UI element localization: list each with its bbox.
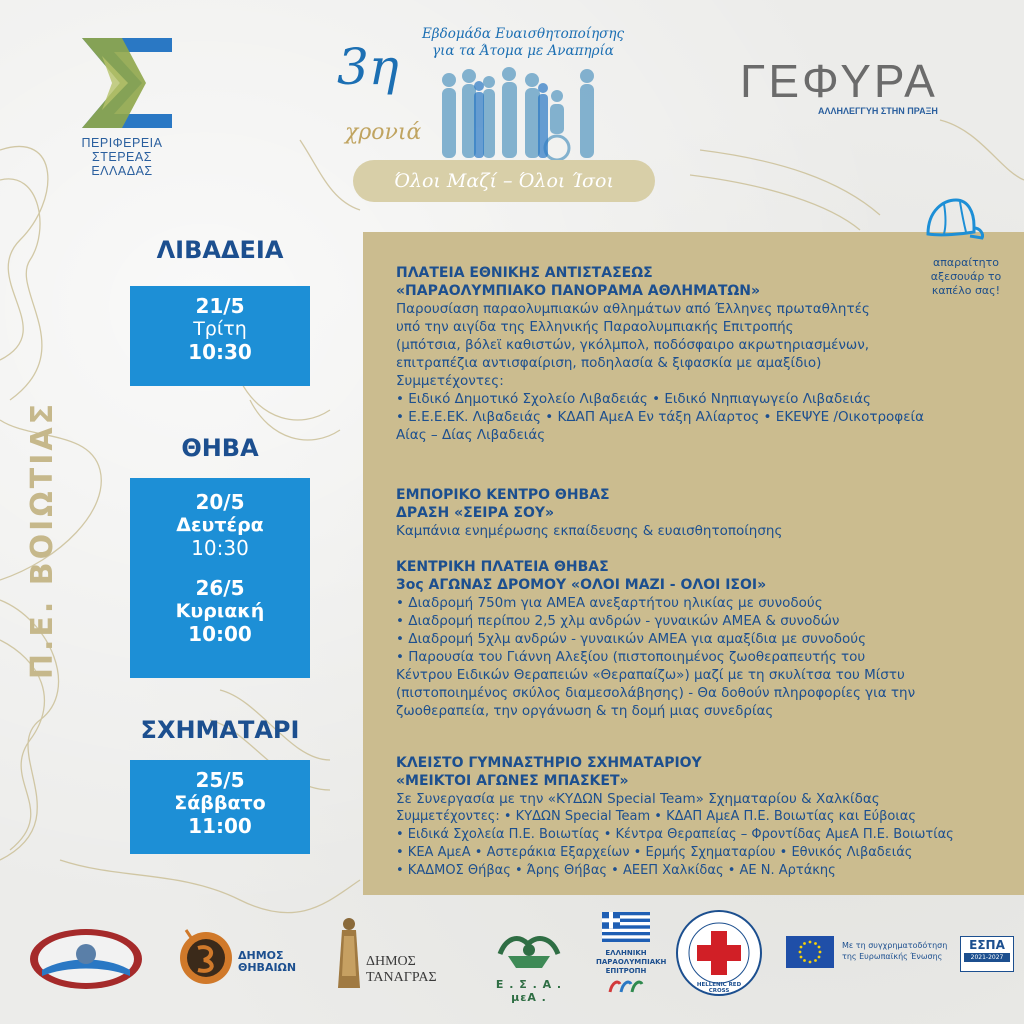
tanagra-municipality-text xyxy=(366,954,437,986)
livadeia-municipality-logo xyxy=(26,926,146,992)
week-title xyxy=(403,26,643,60)
people-silhouettes-icon xyxy=(437,66,607,166)
event-line: ζωοθεραπεία, την οργάνωση & τη δομή μιας συνεδρίας xyxy=(396,703,774,719)
week-motto: Όλοι Μαζί – Όλοι Ίσοι xyxy=(353,160,655,202)
date-value: 25/5 xyxy=(195,768,245,792)
date-value: 26/5 xyxy=(195,576,245,600)
event-line: Καμπάνια ενημέρωσης εκπαίδευσης & ευαισθητοποίησης xyxy=(396,523,783,539)
eu-flag-icon xyxy=(786,936,834,968)
eu-line: της Ευρωπαϊκής Ένωσης xyxy=(842,952,943,961)
event-line: (μπότσια, βόλεϊ καθιστών, γκόλμπολ, ποδόσφαιρο ακρωτηριασμένων, xyxy=(396,337,870,353)
event-line: Συμμετέχοντες: xyxy=(396,373,504,389)
date-day: Δευτέρα xyxy=(176,514,264,536)
region-logo-text xyxy=(72,136,172,178)
event-line: επιτραπέζια αντισφαίριση, ποδηλασία & ξιφασκία με αμαξίδιο) xyxy=(396,355,822,371)
region-logo-line: ΠΕΡΙΦΕΡΕΙΑ xyxy=(81,136,163,150)
event-line: • ΚΕΑ ΑμεΑ • Αστεράκια Εξαρχείων • Ερμής Σχηματαρίου • Εθνικός Λιβαδειάς xyxy=(396,845,913,860)
region-label: Π.Ε. ΒΟΙΩΤΙΑΣ xyxy=(25,400,60,680)
date-day: Κυριακή xyxy=(175,600,265,622)
week-title-line: Εβδομάδα Ευαισθητοποίησης xyxy=(421,26,625,42)
city-schimatari: ΣΧΗΜΑΤΑΡΙ xyxy=(140,716,300,744)
tanagra-statue-icon xyxy=(334,916,364,990)
date-value: 20/5 xyxy=(195,490,245,514)
gefyra-wordmark: ΓΕΦΥΡΑ xyxy=(740,55,938,107)
event-title: «ΠΑΡΑΟΛΥΜΠΙΑΚΟ ΠΑΝΟΡΑΜΑ ΑΘΛΗΜΑΤΩΝ» xyxy=(396,283,761,299)
event-title: 3ος ΑΓΩΝΑΣ ΔΡΟΜΟΥ «ΟΛΟΙ ΜΑΖΙ - ΟΛΟΙ ΙΣΟΙ» xyxy=(396,577,767,593)
city-livadeia: ΛΙΒΑΔΕΙΑ xyxy=(156,236,284,264)
region-logo-line: ΣΤΕΡΕΑΣ xyxy=(92,150,152,164)
tanagra-line: ΤΑΝΑΓΡΑΣ xyxy=(366,970,437,985)
week-year: 3η xyxy=(337,38,399,96)
espa-years: 2021-2027 xyxy=(964,953,1010,962)
city-thiva: ΘΗΒΑ xyxy=(181,434,259,462)
eu-espa-logo xyxy=(786,936,1014,976)
event-line: • Ειδικά Σχολεία Π.Ε. Βοιωτίας • Κέντρα Θεραπείας – Φροντίδας ΑμεΑ Π.Ε. Βοιωτίας xyxy=(396,827,954,842)
region-logo-line: ΕΛΛΑΔΑΣ xyxy=(91,164,153,178)
event-thiva-mall xyxy=(396,486,782,540)
date-time: 10:30 xyxy=(188,340,252,364)
gefyra-tagline: ΑΛΛΗΛΕΓΓΥΗ ΣΤΗΝ ΠΡΑΞΗ xyxy=(818,106,938,116)
agitos-icon xyxy=(606,976,646,998)
week-year-word: χρονιά xyxy=(345,120,422,145)
date-box-thiva xyxy=(130,478,310,678)
date-day: Σάββατο xyxy=(174,792,266,814)
eu-cofunding-text xyxy=(842,940,952,962)
sigma-icon xyxy=(82,38,172,128)
espa-text: ΕΣΠΑ xyxy=(969,938,1005,952)
event-thiva-race xyxy=(396,558,915,720)
paralympic-text: ΕΛΛΗΝΙΚΗ ΠΑΡΑΟΛΥΜΠΙΑΚΗ ΕΠΙΤΡΟΠΗ xyxy=(596,949,667,975)
event-line: Κέντρου Ειδικών Θεραπειών «Θεραπαίζω») μαζί με τη σκυλίτσα του Μίστυ xyxy=(396,667,905,683)
esamea-text: Ε . Σ . Α . μεΑ . xyxy=(495,978,563,1004)
event-schimatari xyxy=(396,754,954,880)
event-line: • ΚΑΔΜΟΣ Θήβας • Άρης Θήβας • ΑΕΕΠ Χαλκίδας • ΑΕ Ν. Αρτάκης xyxy=(396,863,836,878)
date-box-livadeia xyxy=(130,286,310,386)
tanagra-line: ΔΗΜΟΣ xyxy=(366,954,416,969)
tanagra-municipality-logo xyxy=(334,916,464,994)
date-day: Τρίτη xyxy=(193,318,247,340)
espa-badge xyxy=(960,936,1014,972)
event-place: ΚΛΕΙΣΤΟ ΓΥΜΝΑΣΤΗΡΙΟ ΣΧΗΜΑΤΑΡΙΟΥ xyxy=(396,755,702,771)
red-cross-text: HELLENIC RED CROSS xyxy=(696,982,742,994)
event-line: • Διαδρομή 5χλμ ανδρών - γυναικών ΑΜΕΑ για αμαξίδια με συνοδούς xyxy=(396,631,866,647)
event-livadeia xyxy=(396,264,924,444)
date-time: 11:00 xyxy=(188,814,252,838)
gefyra-logo xyxy=(740,48,970,128)
event-line: Αίας – Δίας Λιβαδειάς xyxy=(396,427,546,443)
cap-icon xyxy=(922,196,984,250)
date-box-schimatari xyxy=(130,760,310,854)
date-time: 10:00 xyxy=(188,622,252,646)
event-line: • Ε.Ε.Ε.ΕΚ. Λιβαδειάς • ΚΔΑΠ ΑμεΑ Εν τάξη Αλίαρτος • ΕΚΕΨΥΕ /Οικοτροφεία xyxy=(396,409,924,425)
thiva-emblem-icon xyxy=(176,922,238,988)
thiva-municipality-logo xyxy=(176,922,316,992)
event-place: ΠΛΑΤΕΙΑ ΕΘΝΙΚΗΣ ΑΝΤΙΣΤΑΣΕΩΣ xyxy=(396,265,653,281)
eu-line: Με τη συγχρηματοδότηση xyxy=(842,941,948,950)
event-line: Σε Συνεργασία με την «ΚΥΔΩΝ Special Team» Σχηματαρίου & Χαλκίδας xyxy=(396,791,880,807)
date-time: 10:30 xyxy=(191,536,249,560)
greek-flag-icon xyxy=(602,912,650,942)
event-title: «ΜΕΙΚΤΟΙ ΑΓΩΝΕΣ ΜΠΑΣΚΕΤ» xyxy=(396,773,629,789)
event-line: Παρουσίαση παραολυμπιακών αθλημάτων από Έλληνες πρωταθλητές xyxy=(396,301,870,317)
event-line: υπό την αιγίδα της Ελληνικής Παραολυμπιακής Επιτροπής xyxy=(396,319,794,335)
event-line: • Διαδρομή 750m για ΑΜΕΑ ανεξαρτήτου ηλικίας με συνοδούς xyxy=(396,595,823,611)
event-line: • Παρουσία του Γιάννη Αλεξίου (πιστοποιημένος ζωοθεραπευτής του xyxy=(396,649,866,665)
event-line: • Διαδρομή περίπου 2,5 χλμ ανδρών - γυναικών ΑΜΕΑ & συνοδών xyxy=(396,613,840,629)
red-cross-logo xyxy=(674,908,764,998)
cap-note: απαραίτητο αξεσουάρ το καπέλο σας! xyxy=(930,256,1002,297)
event-place: ΕΜΠΟΡΙΚΟ ΚΕΝΤΡΟ ΘΗΒΑΣ xyxy=(396,487,610,503)
awareness-week-logo xyxy=(325,18,665,194)
thiva-municipality-text: ΔΗΜΟΣ ΘΗΒΑΙΩΝ xyxy=(238,949,297,974)
event-place: ΚΕΝΤΡΙΚΗ ΠΛΑΤΕΙΑ ΘΗΒΑΣ xyxy=(396,559,609,575)
event-line: (πιστοποιημένος σκύλος διαμεσολάβησης) - Θα δοθούν πληροφορίες για την xyxy=(396,685,916,701)
region-sterea-logo xyxy=(72,38,172,178)
event-line: Συμμετέχοντες: • ΚΥΔΩΝ Special Team • ΚΔΑΠ ΑμεΑ Π.Ε. Βοιωτίας και Εύβοιας xyxy=(396,809,916,824)
week-title-line: για τα Άτομα με Αναπηρία xyxy=(432,43,614,59)
event-title: ΔΡΑΣΗ «ΣΕΙΡΑ ΣΟΥ» xyxy=(396,505,555,521)
event-line: • Ειδικό Δημοτικό Σχολείο Λιβαδειάς • Ειδικό Νηπιαγωγείο Λιβαδειάς xyxy=(396,391,871,407)
handshake-icon xyxy=(494,924,564,974)
esamea-logo xyxy=(484,924,574,1004)
paralympic-logo xyxy=(596,912,667,1002)
date-value: 21/5 xyxy=(195,294,245,318)
